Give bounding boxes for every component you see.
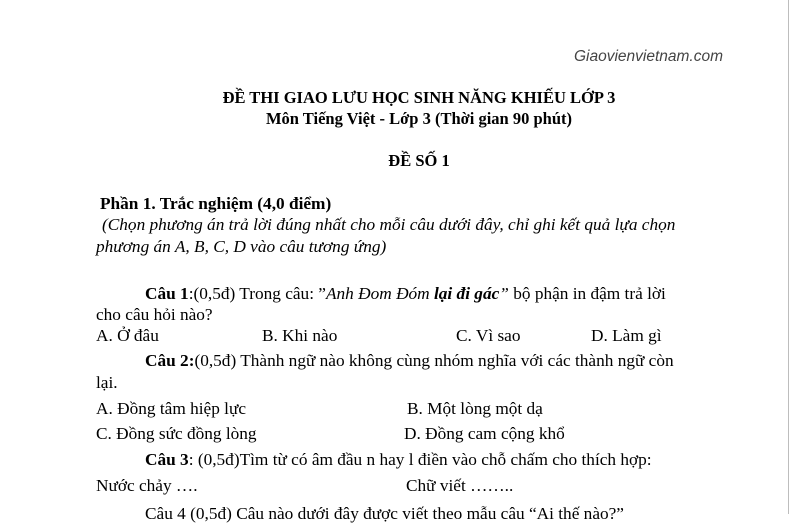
question-1-option-d: D. Làm gì [591, 326, 662, 345]
exam-number: ĐỀ SỐ 1 [388, 151, 450, 170]
question-2-option-a: A. Đồng tâm hiệp lực [96, 399, 246, 418]
question-4-partial: Câu 4 (0,5đ) Câu nào dưới đây được viết theo mẫu câu “Ai thế nào?” [145, 504, 624, 523]
question-2-option-b: B. Một lòng một dạ [407, 399, 543, 418]
question-1 [145, 284, 666, 304]
question-2-label: Câu 2: [145, 351, 195, 370]
part1-instruction-line1: (Chọn phương án trả lời đúng nhất cho mỗi câu dưới đây, chỉ ghi kết quả lựa chọn [102, 215, 676, 234]
question-1-quote-close: ” [499, 284, 509, 303]
page-edge [788, 0, 789, 514]
question-1-option-a: A. Ở đâu [96, 326, 159, 345]
question-3-text: : (0,5đ)Tìm từ có âm đầu n hay l điền vào chỗ chấm cho thích hợp: [188, 450, 652, 469]
question-1-rest: bộ phận in đậm trả lời [508, 284, 666, 303]
question-2-option-d: D. Đồng cam cộng khổ [404, 424, 565, 443]
question-1-option-c: C. Vì sao [456, 326, 521, 345]
question-3-label: Câu 3 [145, 450, 189, 469]
part1-instruction-line2: phương án A, B, C, D vào câu tương ứng) [96, 237, 387, 256]
part1-heading: Phần 1. Trắc nghiệm (4,0 điểm) [100, 194, 332, 213]
exam-title: ĐỀ THI GIAO LƯU HỌC SINH NĂNG KHIẾU LỚP 3 [222, 88, 616, 107]
question-3 [145, 450, 652, 470]
question-2-text: (0,5đ) Thành ngữ nào không cùng nhóm nghĩa với các thành ngữ còn [194, 351, 674, 370]
question-1-label: Câu 1 [145, 284, 189, 303]
watermark: Giaovienvietnam.com [573, 48, 723, 65]
question-2-option-c: C. Đồng sức đồng lòng [96, 424, 257, 443]
question-2 [145, 351, 674, 371]
question-3-item-2: Chữ viết …….. [406, 476, 514, 495]
question-1-points: :(0,5đ) Trong câu: ” [188, 284, 326, 303]
exam-subtitle: Môn Tiếng Việt - Lớp 3 (Thời gian 90 phút) [265, 109, 572, 128]
question-1-option-b: B. Khi nào [262, 326, 338, 345]
question-1-line2: cho câu hỏi nào? [96, 305, 213, 324]
question-2-line2: lại. [96, 373, 118, 392]
question-3-item-1: Nước chảy …. [96, 476, 198, 495]
question-1-quote-bold: lại đi gác [433, 284, 500, 303]
question-1-quote: Anh Đom Đóm [325, 284, 434, 303]
